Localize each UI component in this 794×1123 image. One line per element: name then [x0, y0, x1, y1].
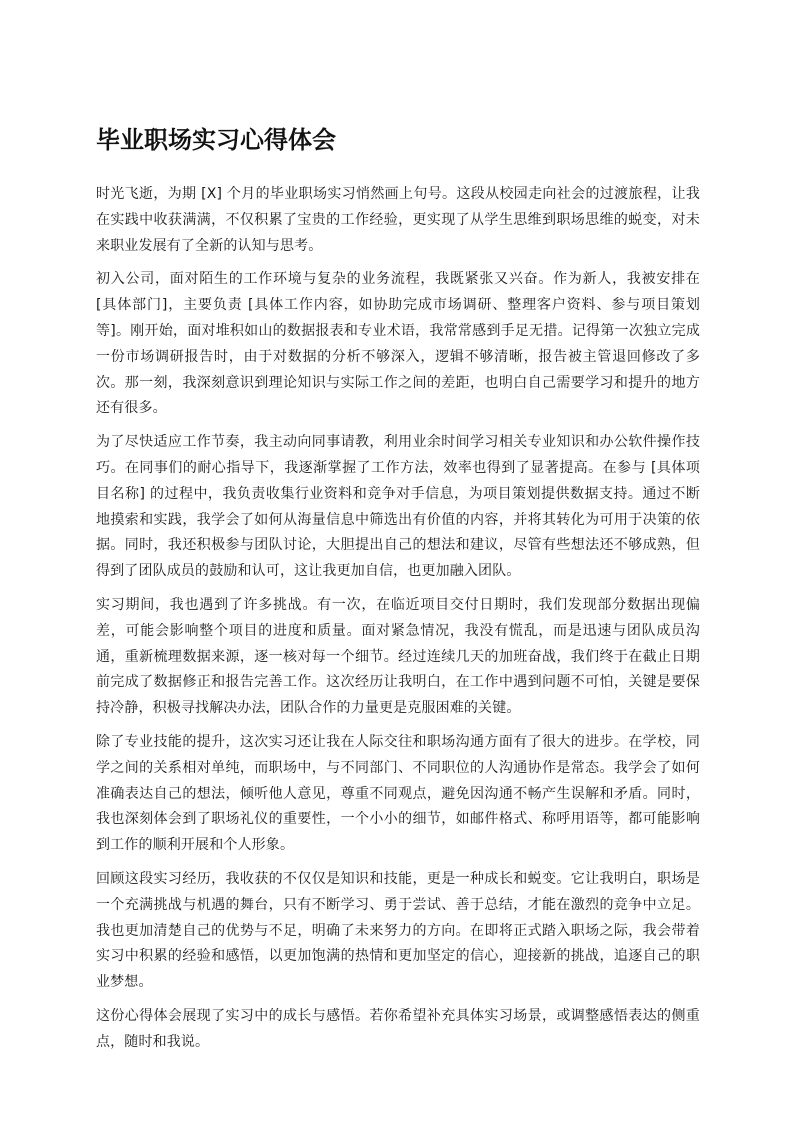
paragraph-adapting: 为了尽快适应工作节奏，我主动向同事请教，利用业余时间学习相关专业知识和办公软件操作技巧。在同事们的耐心指导下，我逐渐掌握了工作方法，效率也得到了显著提高。在参与 [具体项目名称] 的过程中，我负责收集行业资料和竞争对手信息，为项目策划提供数据支持。通过不断地摸索和实践，我学会了如何从海量信息中筛选出有价值的内容，并将其转化为可用于决策的依据。同时，我还积极参与团队讨论，大胆提出自己的想法和建议，尽管有些想法还不够成熟，但得到了团队成员的鼓励和认可，这让我更加自信，也更加融入团队。 [96, 434, 700, 580]
document-title: 毕业职场实习心得体会 [96, 126, 336, 154]
paragraph-closing-note: 这份心得体会展现了实习中的成长与感悟。若你希望补充具体实习场景，或调整感悟表达的侧重点，随时和我说。 [96, 1007, 700, 1050]
paragraph-communication: 除了专业技能的提升，这次实习还让我在人际交往和职场沟通方面有了很大的进步。在学校，同学之间的关系相对单纯，而职场中，与不同部门、不同职位的人沟通协作是常态。我学会了如何准确表达自己的想法，倾听他人意见，尊重不同观点，避免因沟通不畅产生误解和矛盾。同时，我也深刻体会到了职场礼仪的重要性，一个小小的细节，如邮件格式、称呼用语等，都可能影响到工作的顺利开展和个人形象。 [96, 733, 700, 854]
paragraph-first-days: 初入公司，面对陌生的工作环境与复杂的业务流程，我既紧张又兴奋。作为新人，我被安排在 [具体部门]，主要负责 [具体工作内容，如协助完成市场调研、整理客户资料、参与项目策划等]。刚开始，面对堆积如山的数据报表和专业术语，我常常感到手足无措。记得第一次独立完成一份市场调研报告时，由于对数据的分析不够深入，逻辑不够清晰，报告被主管退回修改了多次。那一刻，我深刻意识到理论知识与实际工作之间的差距，也明白自己需要学习和提升的地方还有很多。 [96, 271, 700, 417]
paragraph-intro: 时光飞逝，为期 [X] 个月的毕业职场实习悄然画上句号。这段从校园走向社会的过渡旅程，让我在实践中收获满满，不仅积累了宝贵的工作经验，更实现了从学生思维到职场思维的蜕变，对未来职业发展有了全新的认知与思考。 [96, 186, 700, 254]
document-page [96, 112, 700, 1064]
paragraph-review: 回顾这段实习经历，我收获的不仅仅是知识和技能，更是一种成长和蜕变。它让我明白，职场是一个充满挑战与机遇的舞台，只有不断学习、勇于尝试、善于总结，才能在激烈的竞争中立足。我也更加清楚自己的优势与不足，明确了未来努力的方向。在即将正式踏入职场之际，我会带着实习中积累的经验和感悟，以更加饱满的热情和更加坚定的信心，迎接新的挑战，追逐自己的职业梦想。 [96, 870, 700, 991]
paragraph-challenges: 实习期间，我也遇到了许多挑战。有一次，在临近项目交付日期时，我们发现部分数据出现偏差，可能会影响整个项目的进度和质量。面对紧急情况，我没有慌乱，而是迅速与团队成员沟通，重新梳理数据来源，逐一核对每一个细节。经过连续几天的加班奋战，我们终于在截止日期前完成了数据修正和报告完善工作。这次经历让我明白，在工作中遇到问题不可怕，关键是要保持冷静，积极寻找解决办法，团队合作的力量更是克服困难的关键。 [96, 596, 700, 717]
